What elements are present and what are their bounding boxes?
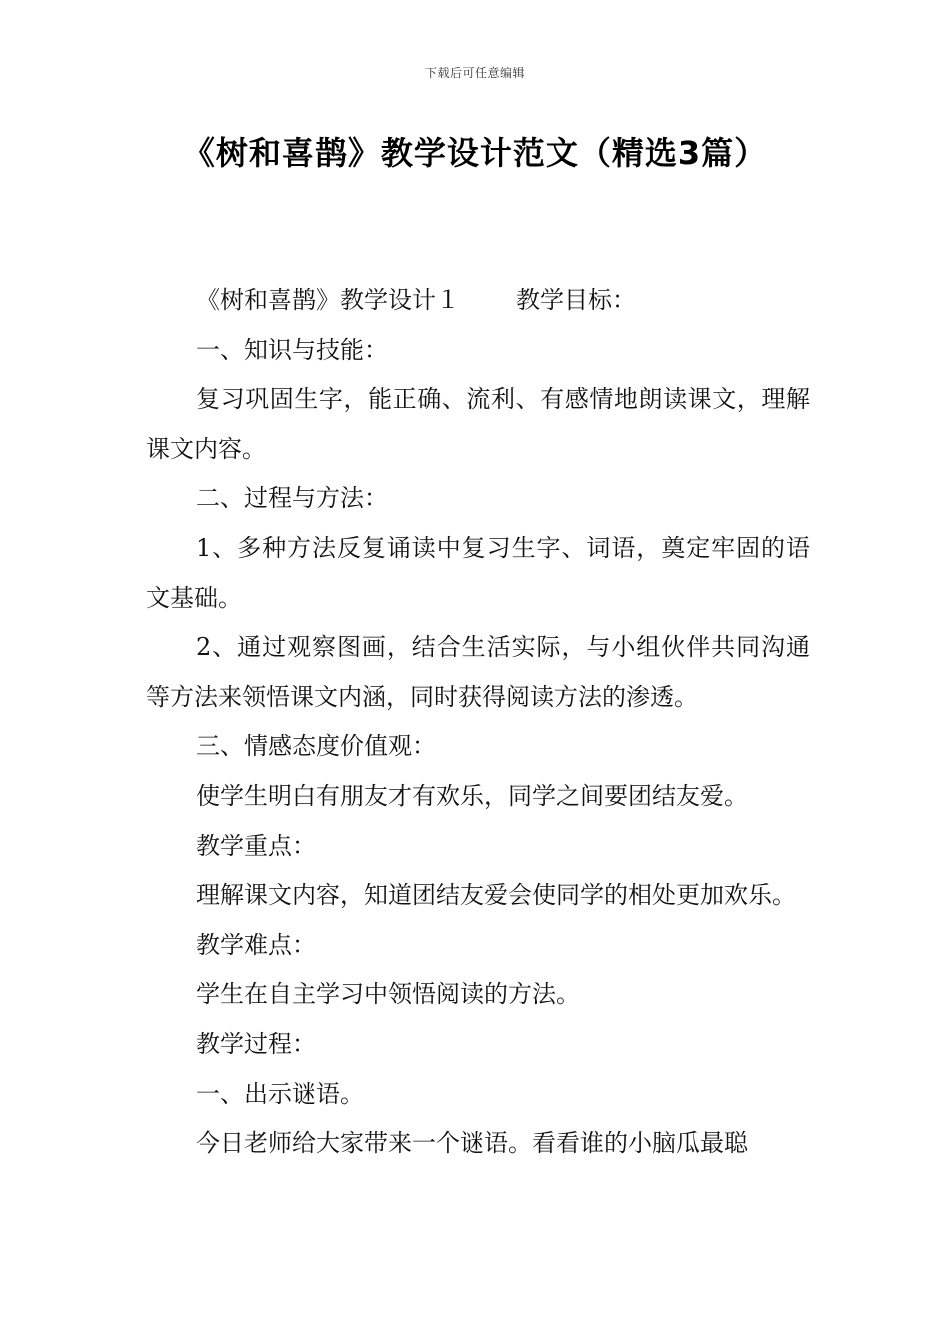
paragraph: 复习巩固生字，能正确、流利、有感情地朗读课文，理解课文内容。 [146,385,810,463]
paragraph: 三、情感态度价值观： [196,732,436,761]
paragraph: 今日老师给大家带来一个谜语。看看谁的小脑瓜最聪 [196,1129,748,1158]
paragraph: 2、通过观察图画，结合生活实际，与小组伙伴共同沟通等方法来领悟课文内涵，同时获得阅读方法的渗透。 [146,633,810,711]
paragraph: 教学难点： [196,930,316,959]
document-body [146,276,810,1169]
objectives-heading: 教学目标： [516,286,636,314]
paragraph: 学生在自主学习中领悟阅读的方法。 [196,980,580,1009]
paragraph: 理解课文内容，知道团结友爱会使同学的相处更加欢乐。 [196,881,796,910]
document-title: 《树和喜鹊》教学设计范文（精选3篇） [182,134,768,172]
header-note: 下载后可任意编辑 [424,66,525,80]
paragraph: 1、多种方法反复诵读中复习生字、词语，奠定牢固的语文基础。 [146,533,810,612]
paragraph: 一、知识与技能： [196,335,388,364]
paragraph-section-heading [146,276,810,326]
section-title: 《树和喜鹊》教学设计１ [196,286,460,314]
paragraph: 使学生明白有朋友才有欢乐，同学之间要团结友爱。 [196,781,748,810]
paragraph: 教学重点： [196,831,316,860]
paragraph: 教学过程： [196,1029,316,1058]
paragraph: 一、出示谜语。 [196,1079,364,1108]
paragraph: 二、过程与方法： [196,484,388,513]
